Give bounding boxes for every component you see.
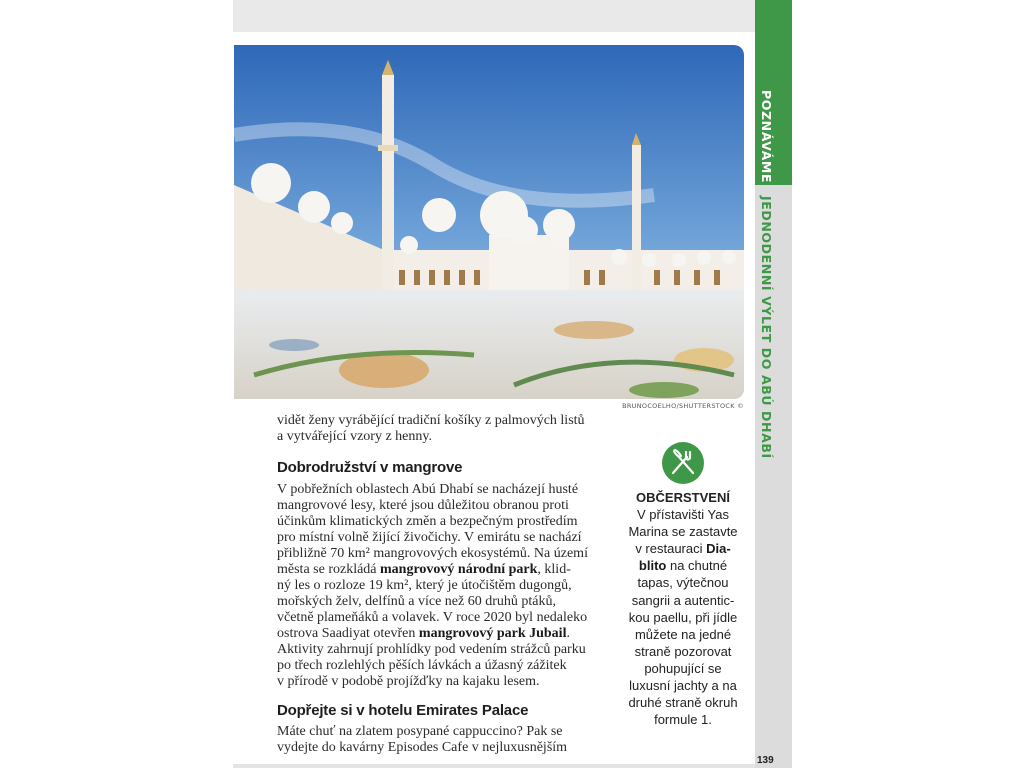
text-run: v restauraci	[635, 541, 707, 557]
text-line	[613, 609, 753, 626]
text-run: po třech rozlehlých pěších lávkách a úžasný zážitek	[277, 658, 567, 673]
text-line	[277, 514, 607, 530]
page-number: 139	[757, 755, 774, 766]
intro-paragraph	[277, 413, 607, 445]
text-run: ostrova Saadiyat otevřen	[277, 626, 419, 641]
top-margin-band	[233, 0, 755, 32]
sidebar-title: OBČERSTVENÍ	[636, 490, 730, 505]
text-run: formule 1.	[654, 712, 712, 728]
text-run: straně pozorovat	[634, 643, 732, 659]
text-line	[277, 429, 607, 445]
text-line	[613, 557, 753, 574]
text-run: pohupující se	[644, 660, 722, 676]
text-line	[613, 592, 753, 609]
text-line	[277, 530, 607, 546]
text-line	[613, 694, 753, 711]
text-run: včetně plameňáků a volavek. V roce 2020 byl nedaleko	[277, 610, 588, 625]
text-run: , klid-	[537, 562, 571, 577]
text-line	[613, 506, 753, 523]
text-run: pro místní volně žijící živočichy. V emirátu se nachází	[277, 530, 582, 545]
text-line	[277, 562, 607, 578]
text-line	[277, 413, 607, 429]
text-line	[277, 578, 607, 594]
text-line	[277, 498, 607, 514]
text-line	[277, 642, 607, 658]
bold-text: Dia-	[706, 541, 731, 557]
bold-text: blito	[638, 558, 667, 574]
text-run: a vytvářející vzory z henny.	[277, 429, 432, 444]
section-label: POZNÁVÁME	[759, 90, 774, 184]
text-line	[613, 660, 753, 677]
text-run: V přístavišti Yas	[637, 507, 729, 523]
text-line	[613, 523, 753, 540]
text-run: sangrii a autentic-	[631, 592, 735, 608]
text-line	[277, 594, 607, 610]
section-heading-emirates-palace: Dopřejte si v hotelu Emirates Palace	[277, 702, 529, 719]
text-line	[277, 482, 607, 498]
text-line	[613, 643, 753, 660]
text-run: Marina se zastavte	[628, 524, 738, 540]
chapter-label: JEDNODENNÍ VÝLET DO ABÚ DHABÍ	[759, 196, 774, 459]
text-run: .	[566, 626, 570, 641]
text-run: Máte chuť na zlatem posypané cappuccino? Pak se	[277, 724, 563, 739]
text-line	[277, 724, 607, 740]
text-line	[277, 610, 607, 626]
mosque-photo	[234, 45, 744, 399]
section-heading-mangroves: Dobrodružství v mangrove	[277, 459, 463, 476]
bold-text: mangrovový národní park	[380, 562, 538, 577]
text-line	[613, 574, 753, 591]
text-line	[613, 540, 753, 557]
mangroves-paragraph	[277, 482, 607, 690]
text-run: účinkům klimatických změn a bezpečným prostředím	[277, 514, 578, 529]
text-run: V pobřežních oblastech Abú Dhabí se nacházejí husté	[277, 482, 579, 497]
text-run: tapas, výtečnou	[637, 575, 729, 591]
text-run: Aktivity zahrnují prohlídky pod vedením strážců parku	[277, 642, 586, 657]
text-run: ný les o rozloze 19 km², který je útočištěm dugongů,	[277, 578, 572, 593]
text-run: druhé straně okruh	[628, 695, 738, 711]
text-line	[613, 677, 753, 694]
emirates-palace-paragraph	[277, 724, 607, 756]
photo-credit: BRUNOCOELHO/SHUTTERSTOCK ©	[622, 402, 744, 410]
text-run: vidět ženy vyrábějící tradiční košíky z palmových listů	[277, 413, 585, 428]
text-line	[613, 626, 753, 643]
text-run: města se rozkládá	[277, 562, 381, 577]
text-line	[277, 626, 607, 642]
text-line	[613, 711, 753, 728]
bold-text: mangrovový park Jubail	[418, 626, 567, 641]
text-run: mořských želv, delfínů a více než 60 druhů ptáků,	[277, 594, 557, 609]
text-run: na chutné	[666, 558, 728, 574]
fork-knife-icon	[662, 442, 704, 484]
text-run: kou paellu, při jídle	[628, 609, 738, 625]
text-line	[277, 658, 607, 674]
text-run: v přírodě v podobě projížďky na kajaku lesem.	[277, 674, 540, 689]
text-line	[277, 546, 607, 562]
sidebar-tip	[613, 489, 753, 728]
text-line	[277, 674, 607, 690]
text-line	[277, 740, 607, 756]
text-run: můžete na jedné	[634, 626, 732, 642]
text-run: mangrovové lesy, které jsou důležitou obranou proti	[277, 498, 569, 513]
text-run: přibližně 70 km² mangrovových ekosystémů. Na území	[277, 546, 588, 561]
bottom-edge	[233, 764, 755, 768]
text-run: vydejte do kavárny Episodes Cafe v nejluxusnějším	[277, 740, 568, 755]
text-run: luxusní jachty a na	[629, 678, 737, 694]
